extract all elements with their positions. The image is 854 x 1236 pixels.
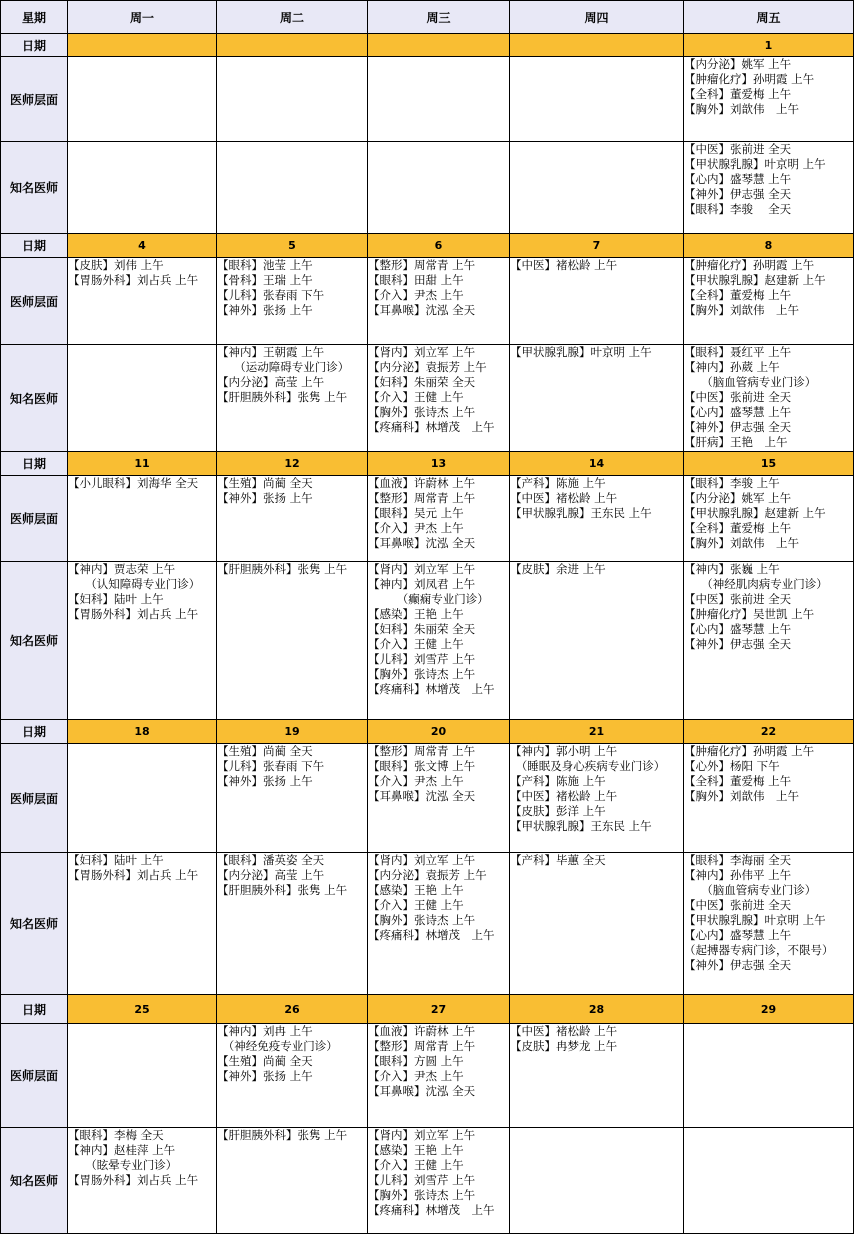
clinic-entry: 【中医】张前进 全天 (684, 592, 792, 606)
clinic-entry: 【皮肤】冉梦龙 上午 (510, 1039, 618, 1053)
clinic-entry: 【儿科】刘雪芹 上午 (368, 652, 476, 666)
schedule-cell (368, 476, 510, 562)
level-row (1, 57, 854, 142)
schedule-cell (368, 57, 510, 142)
schedule-cell (217, 476, 368, 562)
clinic-entry: 【耳鼻喉】沈泓 全天 (368, 303, 476, 317)
clinic-entry: 【眼科】张文博 上午 (368, 759, 476, 773)
clinic-entry: （癫痫专业门诊） (368, 592, 489, 606)
date-cell: 18 (68, 720, 217, 744)
schedule-cell (368, 345, 510, 452)
clinic-entry: （运动障碍专业门诊） (217, 360, 350, 374)
clinic-entry: 【胃肠外科】刘占兵 上午 (68, 1173, 199, 1187)
clinic-entry: 【肿瘤化疗】吴世凯 上午 (684, 607, 815, 621)
date-cell: 6 (368, 234, 510, 258)
clinic-entry: 【肝胆胰外科】张隽 上午 (217, 562, 348, 576)
clinic-entry: 【全科】董爱梅 上午 (684, 288, 792, 302)
clinic-entry: 【耳鼻喉】沈泓 全天 (368, 789, 476, 803)
clinic-entry: 【中医】褚松龄 上午 (510, 258, 618, 272)
clinic-entry: 【神内】张巍 上午 (684, 562, 780, 576)
schedule-cell (217, 1024, 368, 1128)
clinic-entry: 【妇科】朱丽荣 全天 (368, 622, 476, 636)
clinic-entry: 【胸外】刘歆伟 上午 (684, 536, 799, 550)
clinic-entry: 【甲状腺乳腺】叶京明 上午 (684, 157, 826, 171)
date-row-label: 日期 (1, 34, 68, 57)
weekday-header-row (1, 1, 854, 34)
clinic-entry: （神经肌肉病专业门诊） (684, 577, 828, 591)
schedule-cell (217, 562, 368, 720)
clinic-entry: （脑血管病专业门诊） (684, 883, 817, 897)
date-cell: 7 (510, 234, 684, 258)
date-row-label: 日期 (1, 720, 68, 744)
clinic-entry: 【介入】尹杰 上午 (368, 288, 464, 302)
clinic-entry: 【内分泌】姚军 上午 (684, 491, 792, 505)
clinic-entry: 【介入】王健 上午 (368, 637, 464, 651)
schedule-cell (68, 142, 217, 234)
clinic-entry: 【神外】张扬 上午 (217, 1069, 313, 1083)
schedule-cell (510, 476, 684, 562)
clinic-entry: （睡眠及身心疾病专业门诊） (510, 759, 666, 773)
clinic-entry: 【甲状腺乳腺】叶京明 上午 (510, 345, 652, 359)
clinic-entry: 【神内】赵桂萍 上午 (68, 1143, 176, 1157)
clinic-entry: 【神外】伊志强 全天 (684, 187, 792, 201)
clinic-entry: 【神外】张扬 上午 (217, 303, 313, 317)
level-row (1, 744, 854, 853)
clinic-entry: （认知障碍专业门诊） (68, 577, 201, 591)
clinic-entry: 【生殖】尚蔺 全天 (217, 744, 313, 758)
schedule-cell (510, 142, 684, 234)
schedule-cell (217, 853, 368, 995)
weekday-tue: 周二 (217, 1, 368, 34)
clinic-entry: 【妇科】陆叶 上午 (68, 853, 164, 867)
schedule-cell (510, 562, 684, 720)
clinic-entry: 【胸外】张诗杰 上午 (368, 667, 476, 681)
date-row-label: 日期 (1, 452, 68, 476)
clinic-entry: 【胸外】刘歆伟 上午 (684, 303, 799, 317)
clinic-entry: 【血液】许蔚林 上午 (368, 476, 476, 490)
clinic-entry: 【整形】周常青 上午 (368, 744, 476, 758)
level-row-label: 医师层面 (1, 57, 68, 142)
clinic-entry: 【耳鼻喉】沈泓 全天 (368, 536, 476, 550)
clinic-entry: 【妇科】朱丽荣 全天 (368, 375, 476, 389)
date-cell: 22 (684, 720, 854, 744)
clinic-entry: 【中医】张前进 全天 (684, 390, 792, 404)
clinic-entry: （起搏器专病门诊，不限号） (684, 943, 834, 957)
date-cell: 25 (68, 995, 217, 1024)
schedule-cell (217, 57, 368, 142)
weekday-mon: 周一 (68, 1, 217, 34)
date-cell: 28 (510, 995, 684, 1024)
clinic-entry: 【介入】王健 上午 (368, 1158, 464, 1172)
schedule-cell (68, 1128, 217, 1234)
clinic-entry: 【中医】张前进 全天 (684, 142, 792, 156)
clinic-entry: （脑血管病专业门诊） (684, 375, 817, 389)
clinic-entry: 【介入】尹杰 上午 (368, 774, 464, 788)
date-cell: 29 (684, 995, 854, 1024)
clinic-entry: 【胸外】张诗杰 上午 (368, 1188, 476, 1202)
clinic-entry: 【甲状腺乳腺】叶京明 上午 (684, 913, 826, 927)
schedule-cell (510, 258, 684, 345)
clinic-entry: 【内分泌】袁振芳 上午 (368, 868, 487, 882)
schedule-cell (368, 853, 510, 995)
famous-row (1, 345, 854, 452)
date-cell: 20 (368, 720, 510, 744)
clinic-entry: 【妇科】陆叶 上午 (68, 592, 164, 606)
clinic-entry: 【小儿眼科】刘海华 全天 (68, 476, 199, 490)
schedule-cell (368, 142, 510, 234)
schedule-cell (510, 744, 684, 853)
clinic-entry: 【心内】盛琴慧 上午 (684, 622, 792, 636)
schedule-cell (68, 258, 217, 345)
schedule-cell (684, 1024, 854, 1128)
clinic-entry: 【皮肤】彭洋 上午 (510, 804, 606, 818)
weekday-header-label: 星期 (1, 1, 68, 34)
schedule-cell (68, 562, 217, 720)
clinic-entry: 【全科】董爱梅 上午 (684, 774, 792, 788)
schedule-cell (684, 142, 854, 234)
clinic-entry: 【耳鼻喉】沈泓 全天 (368, 1084, 476, 1098)
schedule-cell (368, 258, 510, 345)
date-cell: 8 (684, 234, 854, 258)
schedule-cell (368, 1128, 510, 1234)
clinic-entry: 【眼科】池莹 上午 (217, 258, 313, 272)
clinic-entry: 【肾内】刘立军 上午 (368, 562, 476, 576)
clinic-entry: 【中医】褚松龄 上午 (510, 1024, 618, 1038)
level-row-label: 医师层面 (1, 744, 68, 853)
clinic-entry: 【胸外】张诗杰 上午 (368, 405, 476, 419)
date-cell: 1 (684, 34, 854, 57)
schedule-cell (510, 345, 684, 452)
date-cell: 21 (510, 720, 684, 744)
date-row (1, 995, 854, 1024)
schedule-cell (217, 258, 368, 345)
clinic-entry: 【胃肠外科】刘占兵 上午 (68, 868, 199, 882)
clinic-entry: 【内分泌】高莹 上午 (217, 868, 325, 882)
clinic-entry: （眩晕专业门诊） (68, 1158, 178, 1172)
clinic-entry: 【介入】尹杰 上午 (368, 1069, 464, 1083)
clinic-entry: 【神外】伊志强 全天 (684, 637, 792, 651)
clinic-entry: 【眼科】聂红平 上午 (684, 345, 792, 359)
date-cell (510, 34, 684, 57)
clinic-entry: 【肾内】刘立军 上午 (368, 853, 476, 867)
schedule-cell (68, 476, 217, 562)
schedule-cell (684, 258, 854, 345)
clinic-entry: 【眼科】李骏 全天 (684, 202, 792, 216)
clinic-entry: 【眼科】田甜 上午 (368, 273, 464, 287)
clinic-entry: 【眼科】李梅 全天 (68, 1128, 164, 1142)
clinic-entry: 【儿科】张春雨 下午 (217, 759, 325, 773)
schedule-cell (684, 744, 854, 853)
clinic-entry: 【神内】郭小明 上午 (510, 744, 618, 758)
date-cell: 5 (217, 234, 368, 258)
schedule-cell (217, 744, 368, 853)
schedule-cell (68, 853, 217, 995)
date-cell: 13 (368, 452, 510, 476)
clinic-entry: 【疼痛科】林增茂 上午 (368, 420, 495, 434)
clinic-entry: 【神外】张扬 上午 (217, 491, 313, 505)
date-cell: 14 (510, 452, 684, 476)
famous-row (1, 142, 854, 234)
clinic-entry: 【甲状腺乳腺】赵建新 上午 (684, 506, 826, 520)
clinic-entry: 【整形】周常青 上午 (368, 491, 476, 505)
schedule-cell (510, 57, 684, 142)
clinic-entry: 【眼科】方圆 上午 (368, 1054, 464, 1068)
clinic-entry: 【内分泌】姚军 上午 (684, 57, 792, 71)
famous-row-label: 知名医师 (1, 1128, 68, 1234)
clinic-entry: 【疼痛科】林增茂 上午 (368, 682, 495, 696)
famous-row (1, 562, 854, 720)
clinic-entry: 【心外】杨阳 下午 (684, 759, 780, 773)
famous-row-label: 知名医师 (1, 142, 68, 234)
schedule-cell (684, 1128, 854, 1234)
schedule-cell (68, 744, 217, 853)
clinic-entry: 【儿科】刘雪芹 上午 (368, 1173, 476, 1187)
clinic-entry: 【肿瘤化疗】孙明霞 上午 (684, 744, 815, 758)
clinic-entry: 【心内】盛琴慧 上午 (684, 405, 792, 419)
clinic-entry: 【介入】王健 上午 (368, 898, 464, 912)
clinic-entry: 【疼痛科】林增茂 上午 (368, 1203, 495, 1217)
schedule-cell (684, 476, 854, 562)
date-row-label: 日期 (1, 234, 68, 258)
clinic-entry: 【肝胆胰外科】张隽 上午 (217, 1128, 348, 1142)
clinic-entry: 【皮肤】余进 上午 (510, 562, 606, 576)
schedule-cell (68, 1024, 217, 1128)
schedule-cell (684, 345, 854, 452)
clinic-entry: 【胸外】刘歆伟 上午 (684, 789, 799, 803)
clinic-entry: 【疼痛科】林增茂 上午 (368, 928, 495, 942)
clinic-entry: 【内分泌】袁振芳 上午 (368, 360, 487, 374)
clinic-entry: 【产科】陈施 上午 (510, 476, 606, 490)
clinic-entry: 【神内】贾志荣 上午 (68, 562, 176, 576)
weekday-fri: 周五 (684, 1, 854, 34)
clinic-entry: 【神内】刘冉 上午 (217, 1024, 313, 1038)
clinic-entry: 【神外】张扬 上午 (217, 774, 313, 788)
date-cell: 27 (368, 995, 510, 1024)
clinic-entry: 【肝病】王艳 上午 (684, 435, 788, 449)
clinic-entry: 【感染】王艳 上午 (368, 607, 464, 621)
clinic-entry: 【心内】盛琴慧 上午 (684, 928, 792, 942)
clinic-entry: 【生殖】尚蔺 全天 (217, 1054, 313, 1068)
clinic-entry: 【神内】孙葳 上午 (684, 360, 780, 374)
schedule-cell (684, 562, 854, 720)
level-row (1, 1024, 854, 1128)
date-cell (368, 34, 510, 57)
clinic-entry: 【产科】陈施 上午 (510, 774, 606, 788)
date-cell (68, 34, 217, 57)
clinic-entry: 【胸外】刘歆伟 上午 (684, 102, 799, 116)
clinic-entry: 【介入】王健 上午 (368, 390, 464, 404)
clinic-entry: 【肝胆胰外科】张隽 上午 (217, 883, 348, 897)
date-row (1, 452, 854, 476)
clinic-entry: 【神内】王朝霞 上午 (217, 345, 325, 359)
clinic-entry: 【神内】刘凤君 上午 (368, 577, 476, 591)
schedule-body (1, 34, 854, 1234)
clinic-entry: 【中医】张前进 全天 (684, 898, 792, 912)
date-cell: 26 (217, 995, 368, 1024)
clinic-entry: 【儿科】张春雨 下午 (217, 288, 325, 302)
weekday-wed: 周三 (368, 1, 510, 34)
date-row (1, 234, 854, 258)
clinic-entry: 【神外】伊志强 全天 (684, 420, 792, 434)
famous-row-label: 知名医师 (1, 853, 68, 995)
clinic-entry: 【神外】伊志强 全天 (684, 958, 792, 972)
clinic-entry: 【全科】董爱梅 上午 (684, 87, 792, 101)
schedule-cell (684, 853, 854, 995)
schedule-cell (510, 1024, 684, 1128)
level-row-label: 医师层面 (1, 258, 68, 345)
famous-row (1, 853, 854, 995)
clinic-entry: 【肿瘤化疗】孙明霞 上午 (684, 72, 815, 86)
famous-row (1, 1128, 854, 1234)
clinic-entry: 【全科】董爱梅 上午 (684, 521, 792, 535)
famous-row-label: 知名医师 (1, 562, 68, 720)
clinic-entry: 【介入】尹杰 上午 (368, 521, 464, 535)
schedule-cell (510, 1128, 684, 1234)
clinic-entry: 【甲状腺乳腺】王东民 上午 (510, 819, 652, 833)
clinic-entry: 【肝胆胰外科】张隽 上午 (217, 390, 348, 404)
schedule-cell (68, 57, 217, 142)
clinic-entry: 【皮肤】刘伟 上午 (68, 258, 164, 272)
clinic-entry: 【产科】毕蕙 全天 (510, 853, 606, 867)
date-cell: 4 (68, 234, 217, 258)
level-row-label: 医师层面 (1, 1024, 68, 1128)
date-cell: 12 (217, 452, 368, 476)
level-row-label: 医师层面 (1, 476, 68, 562)
schedule-cell (684, 57, 854, 142)
clinic-entry: 【眼科】吴元 上午 (368, 506, 464, 520)
clinic-entry: 【血液】许蔚林 上午 (368, 1024, 476, 1038)
clinic-entry: 【肿瘤化疗】孙明霞 上午 (684, 258, 815, 272)
famous-row-label: 知名医师 (1, 345, 68, 452)
date-row (1, 34, 854, 57)
level-row (1, 476, 854, 562)
date-cell (217, 34, 368, 57)
schedule-cell (368, 562, 510, 720)
level-row (1, 258, 854, 345)
schedule-cell (217, 142, 368, 234)
clinic-entry: 【胃肠外科】刘占兵 上午 (68, 273, 199, 287)
schedule-cell (68, 345, 217, 452)
clinic-entry: 【胸外】张诗杰 上午 (368, 913, 476, 927)
date-row (1, 720, 854, 744)
clinic-entry: 【生殖】尚蔺 全天 (217, 476, 313, 490)
clinic-entry: 【眼科】潘英姿 全天 (217, 853, 325, 867)
clinic-entry: 【甲状腺乳腺】赵建新 上午 (684, 273, 826, 287)
clinic-entry: 【眼科】李骏 上午 (684, 476, 780, 490)
schedule-cell (368, 1024, 510, 1128)
clinic-entry: 【眼科】李海丽 全天 (684, 853, 792, 867)
date-cell: 15 (684, 452, 854, 476)
schedule-cell (217, 345, 368, 452)
clinic-entry: 【肾内】刘立军 上午 (368, 345, 476, 359)
date-row-label: 日期 (1, 995, 68, 1024)
clinic-entry: 【中医】褚松龄 上午 (510, 491, 618, 505)
clinic-entry: 【甲状腺乳腺】王东民 上午 (510, 506, 652, 520)
schedule-cell (217, 1128, 368, 1234)
clinic-entry: 【神内】孙伟平 上午 (684, 868, 792, 882)
clinic-entry: 【整形】周常青 上午 (368, 258, 476, 272)
clinic-entry: 【骨科】王瑞 上午 (217, 273, 313, 287)
clinic-entry: 【内分泌】高莹 上午 (217, 375, 325, 389)
schedule-cell (368, 744, 510, 853)
clinic-entry: 【整形】周常青 上午 (368, 1039, 476, 1053)
clinic-entry: 【心内】盛琴慧 上午 (684, 172, 792, 186)
clinic-entry: 【感染】王艳 上午 (368, 1143, 464, 1157)
date-cell: 11 (68, 452, 217, 476)
schedule-cell (510, 853, 684, 995)
weekday-thu: 周四 (510, 1, 684, 34)
clinic-entry: 【感染】王艳 上午 (368, 883, 464, 897)
clinic-entry: 【胃肠外科】刘占兵 上午 (68, 607, 199, 621)
date-cell: 19 (217, 720, 368, 744)
clinic-entry: （神经免疫专业门诊） (217, 1039, 338, 1053)
clinic-entry: 【中医】褚松龄 上午 (510, 789, 618, 803)
clinic-entry: 【肾内】刘立军 上午 (368, 1128, 476, 1142)
